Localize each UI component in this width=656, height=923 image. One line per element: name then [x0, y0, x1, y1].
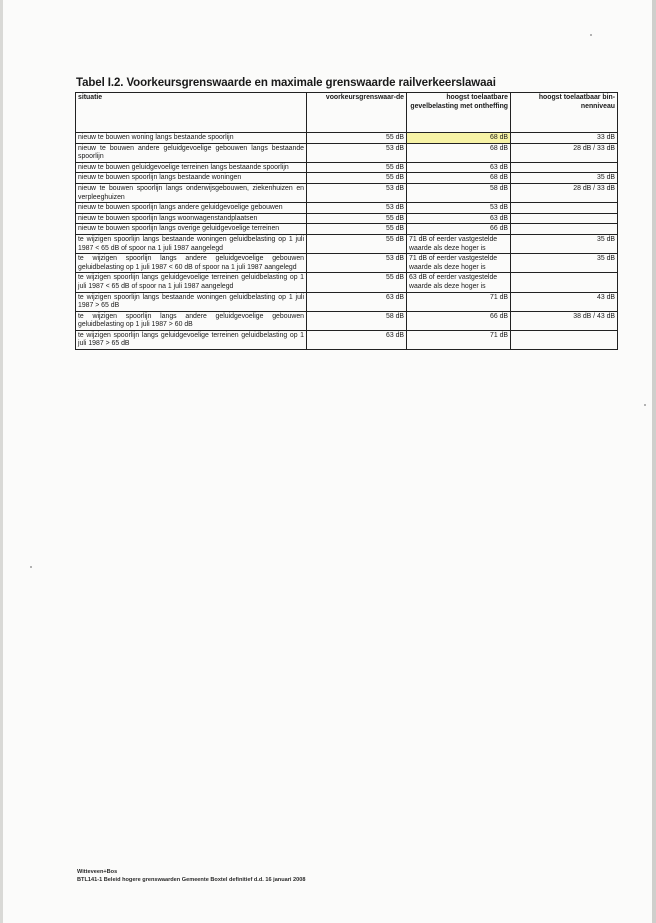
- cell-binnen: [511, 330, 618, 349]
- cell-situatie: nieuw te bouwen spoorlijn langs bestaande woningen: [76, 173, 307, 184]
- cell-voorkeur: 53 dB: [307, 254, 407, 273]
- cell-situatie: te wijzigen spoorlijn langs bestaande woningen geluidbelasting op 1 juli 1987 < 65 dB of spoor na 1 juli 1987 aangelegd: [76, 234, 307, 253]
- scan-speck: [644, 404, 646, 406]
- cell-binnen: 38 dB / 43 dB: [511, 311, 618, 330]
- cell-voorkeur: 53 dB: [307, 183, 407, 202]
- cell-hoogst: 71 dB of eerder vastgestelde waarde als deze hoger is: [407, 254, 511, 273]
- table-row: [76, 173, 618, 184]
- cell-voorkeur: 55 dB: [307, 224, 407, 235]
- cell-voorkeur: 55 dB: [307, 173, 407, 184]
- cell-voorkeur: 53 dB: [307, 203, 407, 214]
- cell-hoogst: 71 dB: [407, 292, 511, 311]
- cell-binnen: 43 dB: [511, 292, 618, 311]
- footer-document-reference: BTL141-1 Beleid hogere grenswaarden Gemeente Boxtel definitief d.d. 16 januari 2008: [77, 876, 306, 883]
- table-row: [76, 203, 618, 214]
- cell-hoogst: 58 dB: [407, 183, 511, 202]
- scan-speck: [30, 566, 32, 568]
- cell-voorkeur: 58 dB: [307, 311, 407, 330]
- table-row: [76, 311, 618, 330]
- cell-hoogst: 68 dB: [407, 173, 511, 184]
- cell-binnen: [511, 213, 618, 224]
- table-row: [76, 224, 618, 235]
- table-row: [76, 234, 618, 253]
- cell-hoogst: 63 dB of eerder vastgestelde waarde als deze hoger is: [407, 273, 511, 292]
- cell-voorkeur: 63 dB: [307, 292, 407, 311]
- cell-binnen: 35 dB: [511, 234, 618, 253]
- scan-speck: [590, 34, 592, 36]
- cell-binnen: 28 dB / 33 dB: [511, 143, 618, 162]
- cell-hoogst: 68 dB: [407, 133, 511, 144]
- footer-company: Witteveen+Bos: [77, 869, 118, 875]
- cell-binnen: 35 dB: [511, 254, 618, 273]
- table-title: Tabel I.2. Voorkeursgrenswaarde en maximale grenswaarde railverkeerslawaai: [76, 77, 496, 89]
- cell-voorkeur: 53 dB: [307, 143, 407, 162]
- cell-situatie: te wijzigen spoorlijn langs bestaande woningen geluidbelasting op 1 juli 1987 > 65 dB: [76, 292, 307, 311]
- cell-binnen: [511, 224, 618, 235]
- cell-voorkeur: 55 dB: [307, 162, 407, 173]
- cell-hoogst: 66 dB: [407, 311, 511, 330]
- cell-situatie: nieuw te bouwen spoorlijn langs onderwijsgebouwen, ziekenhuizen en verpleeghuizen: [76, 183, 307, 202]
- table-header-row: [76, 93, 618, 133]
- railverkeer-table: [75, 92, 618, 350]
- cell-situatie: nieuw te bouwen spoorlijn langs overige geluidgevoelige terreinen: [76, 224, 307, 235]
- table-row: [76, 213, 618, 224]
- cell-situatie: te wijzigen spoorlijn langs andere geluidgevoelige gebouwen geluidbelasting op 1 juli 1987 < 60 dB of spoor na 1 juli 1987 aangelegd: [76, 254, 307, 273]
- cell-situatie: nieuw te bouwen geluidgevoelige terreinen langs bestaande spoorlijn: [76, 162, 307, 173]
- cell-situatie: nieuw te bouwen woning langs bestaande spoorlijn: [76, 133, 307, 144]
- table-row: [76, 133, 618, 144]
- table-row: [76, 330, 618, 349]
- cell-situatie: te wijzigen spoorlijn langs geluidgevoelige terreinen geluidbelasting op 1 juli 1987 > 65 dB: [76, 330, 307, 349]
- cell-hoogst: 63 dB: [407, 213, 511, 224]
- header-hoogst-toelaatbare-gevelbelasting: hoogst toelaatbare gevelbelasting met ontheffing: [407, 93, 511, 133]
- page-edge-right: [652, 0, 656, 923]
- cell-hoogst: 63 dB: [407, 162, 511, 173]
- header-hoogst-toelaatbaar-binnenniveau: hoogst toelaatbaar bin-nenniveau: [511, 93, 618, 133]
- cell-voorkeur: 63 dB: [307, 330, 407, 349]
- cell-binnen: 33 dB: [511, 133, 618, 144]
- cell-situatie: te wijzigen spoorlijn langs andere geluidgevoelige gebouwen geluidbelasting op 1 juli 1987 > 60 dB: [76, 311, 307, 330]
- cell-situatie: nieuw te bouwen spoorlijn langs andere geluidgevoelige gebouwen: [76, 203, 307, 214]
- table-row: [76, 183, 618, 202]
- cell-binnen: 28 dB / 33 dB: [511, 183, 618, 202]
- cell-binnen: 35 dB: [511, 173, 618, 184]
- cell-hoogst: 66 dB: [407, 224, 511, 235]
- cell-voorkeur: 55 dB: [307, 273, 407, 292]
- table-row: [76, 273, 618, 292]
- cell-situatie: nieuw te bouwen spoorlijn langs woonwagenstandplaatsen: [76, 213, 307, 224]
- cell-hoogst: 71 dB: [407, 330, 511, 349]
- cell-situatie: te wijzigen spoorlijn langs geluidgevoelige terreinen geluidbelasting op 1 juli 1987 < 65 dB of spoor na 1 juli 1987 aangelegd: [76, 273, 307, 292]
- cell-voorkeur: 55 dB: [307, 234, 407, 253]
- cell-binnen: [511, 162, 618, 173]
- cell-hoogst: 68 dB: [407, 143, 511, 162]
- cell-binnen: [511, 273, 618, 292]
- cell-hoogst: 71 dB of eerder vastgestelde waarde als deze hoger is: [407, 234, 511, 253]
- page-footer: [77, 869, 305, 884]
- header-voorkeursgrenswaarde: voorkeursgrenswaar-de: [307, 93, 407, 133]
- cell-voorkeur: 55 dB: [307, 133, 407, 144]
- cell-hoogst: 53 dB: [407, 203, 511, 214]
- table-row: [76, 254, 618, 273]
- page-edge-left: [0, 0, 3, 923]
- table-row: [76, 162, 618, 173]
- cell-voorkeur: 55 dB: [307, 213, 407, 224]
- table-row: [76, 292, 618, 311]
- table-row: [76, 143, 618, 162]
- cell-binnen: [511, 203, 618, 214]
- cell-situatie: nieuw te bouwen andere geluidgevoelige gebouwen langs bestaande spoorlijn: [76, 143, 307, 162]
- header-situatie: situatie: [76, 93, 307, 133]
